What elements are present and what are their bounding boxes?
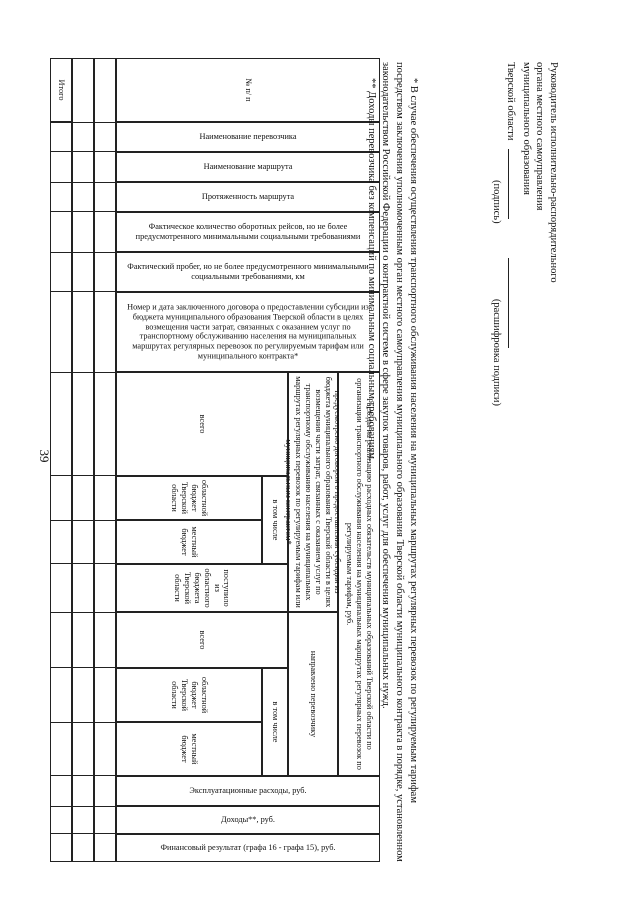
header-carrier-text: Наименование перевозчика — [116, 122, 380, 152]
footnote-2: ** Доходы перевозчика без компенсаций по минимальным социальным требованиям. — [365, 78, 377, 462]
header-route-length: Протяженность маршрута — [116, 182, 380, 212]
header-trips: Фактическое количество оборотных рейсов, но не более предусмотренного минимальными социальными требованиями — [116, 212, 380, 252]
signature-field — [508, 149, 519, 219]
signature-line-1: Руководитель исполнительно-распорядительного — [548, 62, 559, 283]
header-no: № п/ п — [116, 58, 380, 122]
signature-block — [490, 62, 560, 862]
grid-line — [50, 520, 116, 564]
signature-region: Тверской области — [505, 62, 517, 141]
header-operating-costs: Эксплуатационные расходы, руб. — [116, 776, 380, 806]
header-route-name: Наименование маршрута — [116, 152, 380, 182]
header-planned: предусмотрено договором о предоставлении субсидии из бюджета муниципального образования Тверской области в целях возмещения части затрат, связанных с оказанием услуг по транспортному обслуживанию населения на муниципальных маршрутах регулярных перевозок по регулируемым тарифам или муниципальным контрактом* — [288, 372, 338, 612]
footnote-1: * В случае обеспечения осуществления транспортного обслуживания населения на муниципальных маршрутах регулярных перевозок по регулируемым тарифам посредством заключения уполномоченным орган местного самоуправления муниципального образования Тверской области муниципального контракта в порядке, установленном законодательством Российской Федерации о контрактной системе в сфере закупок товаров, работ, услуг для обеспечения муниципальных нужд. — [379, 62, 419, 862]
header-sent-local: местный бюджет — [116, 722, 262, 776]
header-sent-including: в том числе — [262, 668, 288, 776]
report-table — [50, 58, 380, 862]
header-sent: направлено перевозчику — [288, 612, 338, 776]
page-number: 39 — [37, 449, 52, 463]
signature-line-2: органа местного самоуправления — [534, 62, 546, 211]
signature-labels — [490, 62, 504, 862]
header-planned-total: всего — [116, 372, 288, 476]
header-planned-regional: областной бюджет Тверской области — [116, 476, 262, 520]
grid-line — [50, 612, 116, 668]
grid-line — [50, 122, 116, 152]
signature-line-4 — [503, 62, 519, 862]
grid-line — [50, 806, 116, 834]
grid-line — [50, 182, 116, 212]
header-sent-total: всего — [116, 612, 288, 668]
header-planned-including: в том числе — [262, 476, 288, 564]
header-financial-result: Финансовый результат (графа 16 - графа 15), руб. — [116, 834, 380, 862]
decode-field — [508, 258, 519, 348]
total-row-label: Итого — [50, 58, 72, 122]
grid-line — [50, 372, 116, 476]
header-expenses: Расходы на реализацию расходных обязательств муниципальных образований Тверской области по организации транспортного обслуживания населения на муниципальных маршрутах регулярных перевозок по регулируемым тарифам, руб. — [338, 372, 380, 776]
grid-line — [50, 722, 116, 776]
header-contract: Номер и дата заключенного договора о предоставлении субсидии из бюджета муниципального образования Тверской области в целях возмещения части затрат, связанных с оказанием услуг по транспортному обслуживанию населения на муниципальных маршрутах регулярных перевозок по регулируемым тарифам или муниципального контракта* — [116, 292, 380, 372]
footnotes — [364, 62, 420, 862]
header-income: Доходы**, руб. — [116, 806, 380, 834]
decode-label: (расшифровка подписи) — [491, 298, 503, 407]
grid-line — [50, 252, 116, 292]
header-sent-regional: областной бюджет Тверской области — [116, 668, 262, 722]
sign-label: (подпись) — [491, 180, 503, 224]
header-planned-local: местный бюджет — [116, 520, 262, 564]
signature-line-3: муниципального образования — [520, 62, 532, 195]
header-mileage: Фактический пробег, но не более предусмотренного минимальными социальными требованиями, км — [116, 252, 380, 292]
header-received-regional: поступило из областного бюджета Тверской области — [116, 564, 288, 612]
